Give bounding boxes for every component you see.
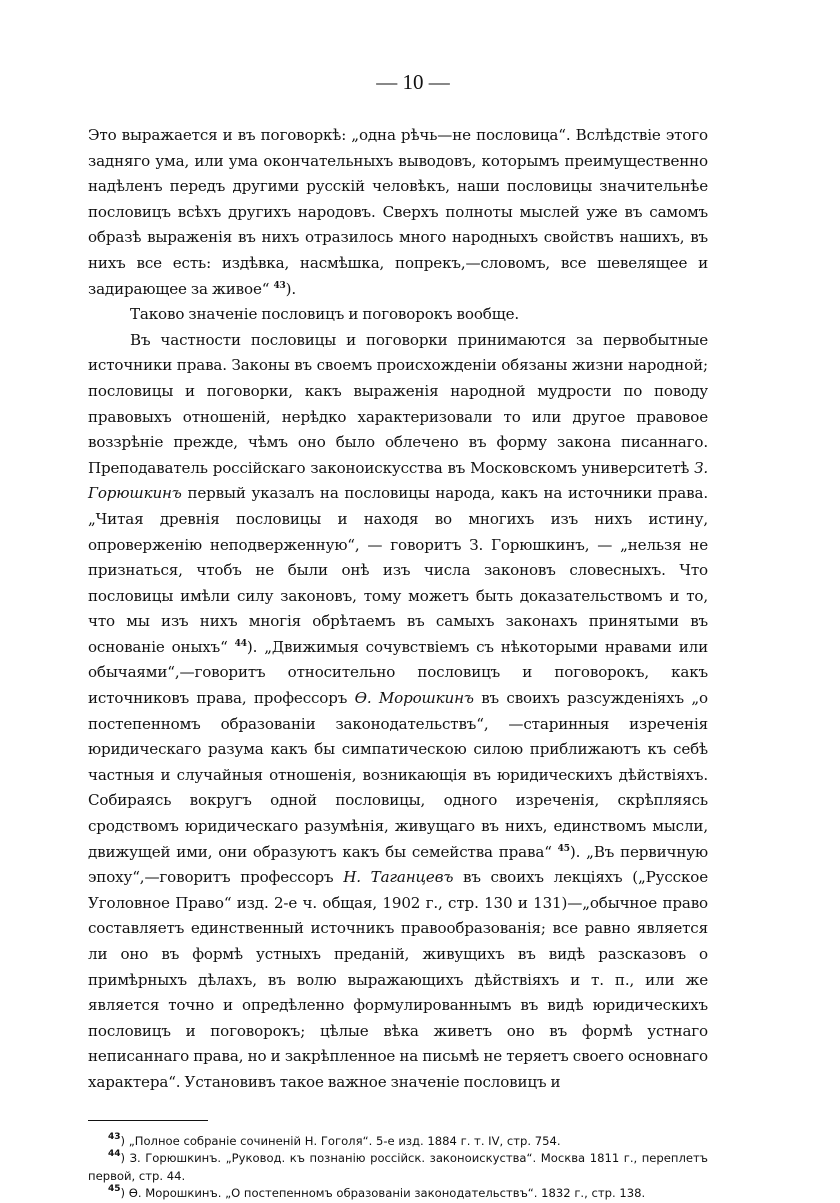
- text-run: ).: [285, 279, 297, 298]
- body-text: [88, 123, 708, 1096]
- author-name: Ѳ. Морошкинъ: [354, 689, 474, 708]
- footnote: [88, 1150, 708, 1185]
- footnote-text: ) Ѳ. Морошкинъ. „О постепенномъ образованіи законодательствъ“. 1832 г., стр. 138.: [120, 1186, 646, 1201]
- footnote-ref: 45: [557, 843, 570, 854]
- author-name: Н. Таганцевъ: [343, 868, 454, 887]
- text-run: въ своихъ разсужденіяхъ „о постепенномъ образованіи законодательствъ“, —старинныя изреченія юридическаго разума какъ бы симпатическою силою приближаютъ къ себѣ частныя и случайныя отношенія, возникающія въ юридическихъ дѣйствіяхъ. Собираясь вокругъ одной пословицы, одного изреченія, скрѣпляясь сродствомъ юридическаго разумѣнія, живущаго въ нихъ, единствомъ мысли, движущей ими, они образуютъ какъ бы семейства права“: [88, 689, 708, 861]
- text-run: Въ частности пословицы и поговорки принимаются за первобытные источники права. Законы въ своемъ происхожденіи обязаны жизни народной; пословицы и поговорки, какъ выраженія народной мудрости по поводу правовыхъ отношеній, нерѣдко характеризовали то или другое правовое воззрѣніе прежде, чѣмъ оно было облечено въ форму закона писаннаго. Преподаватель россійскаго законоискусства въ Московскомъ университетѣ: [88, 330, 708, 477]
- text-run: Это выражается и въ поговоркѣ: „одна рѣчь—не пословица“. Вслѣдствіе этого задняго ума, или ума окончательныхъ выводовъ, которымъ преимущественно надѣленъ передъ другими русскій человѣкъ, наши пословицы значительнѣе пословицъ всѣхъ другихъ народовъ. Сверхъ полноты мыслей уже въ самомъ образѣ выраженія въ нихъ отразилось много народныхъ свойствъ нашихъ, въ нихъ все есть: издѣвка, насмѣшка, попрекъ,—словомъ, все шевелящее и задирающее за живое“: [88, 126, 708, 298]
- footnote-number: 45: [108, 1184, 121, 1195]
- text-run: въ своихъ лекціяхъ („Русское Уголовное Право“ изд. 2-е ч. общая, 1902 г., стр. 130 и 131)—„обычное право составляетъ единственный источникъ правообразованія; все равно является ли оно въ формѣ устныхъ преданій, живущихъ въ видѣ разсказовъ о примѣрныхъ дѣлахъ, въ волю выражающихъ дѣйствіяхъ и т. п., или же является точно и опредѣленно формулированнымъ въ видѣ юридическихъ пословицъ и поговорокъ; цѣлые вѣка живетъ оно въ формѣ устнаго неписаннаго права, но и закрѣпленное на письмѣ не теряетъ своего основнаго характера“. Установивъ такое важное значеніе пословицъ и: [88, 868, 708, 1091]
- footnote: [88, 1185, 708, 1203]
- footnote-text: ) З. Горюшкинъ. „Руковод. къ познанію россійск. законоискуства“. Москва 1811 г., переплетъ первой, стр. 44.: [88, 1151, 708, 1183]
- page-number: — 10 —: [376, 70, 450, 94]
- paragraph: [88, 328, 708, 1096]
- footnote-number: 44: [108, 1149, 121, 1160]
- text-run: ). „Въ первичную эпоху“,—говоритъ профессоръ: [88, 842, 708, 887]
- paragraph: [88, 302, 708, 328]
- footnote-number: 43: [108, 1131, 121, 1142]
- footnotes: [88, 1133, 708, 1203]
- footnote-ref: 43: [273, 280, 286, 291]
- footnote-separator: [88, 1120, 208, 1121]
- text-run: первый указалъ на пословицы народа, какъ на источники права. „Читая древнія пословицы и находя во многихъ изъ нихъ истину, опроверженію неподверженную“, — говоритъ З. Горюшкинъ, — „нельзя не признаться, чтобъ не были онѣ изъ числа законовъ словесныхъ. Что пословицы имѣли силу законовъ, тому можетъ быть доказательствомъ и то, что мы изъ нихъ многія обрѣтаемъ въ самыхъ законахъ принятыми въ основаніе оныхъ“: [88, 484, 708, 656]
- text-run: Таково значеніе пословицъ и поговорокъ вообще.: [130, 305, 520, 324]
- text-run: ). „Движимыя сочувствіемъ съ нѣкоторыми нравами или обычаями“,—говоритъ относительно пословицъ и поговорокъ, какъ источниковъ права, профессоръ: [88, 637, 709, 708]
- book-page: [88, 70, 708, 1203]
- footnote-ref: 44: [234, 638, 247, 649]
- paragraph: [88, 123, 708, 302]
- author-name: З. Горюшкинъ: [88, 458, 708, 503]
- footnote: [88, 1133, 708, 1151]
- footnote-text: ) „Полное собраніе сочиненій Н. Гоголя“. 5-е изд. 1884 г. т. IV, стр. 754.: [120, 1133, 561, 1148]
